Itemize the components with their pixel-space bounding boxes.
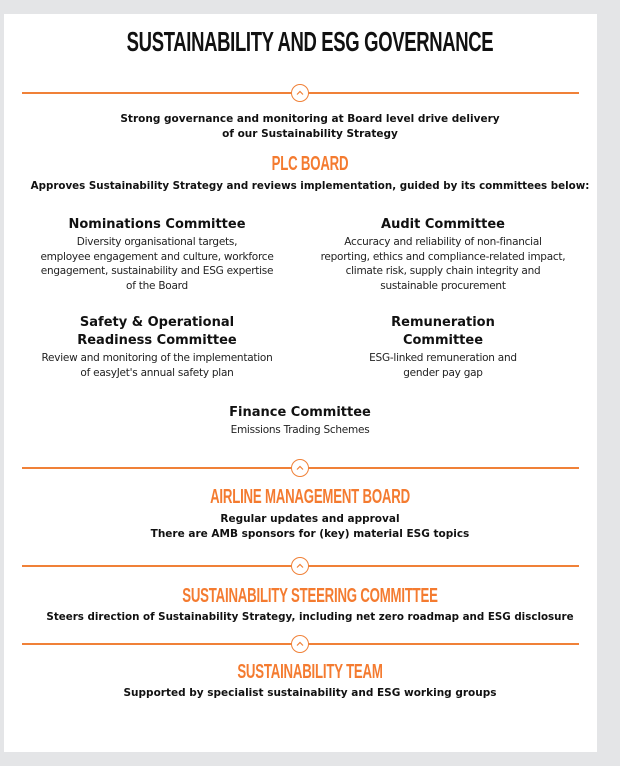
committee-name: Finance Committee — [229, 405, 371, 420]
amb-line-1: Regular updates and approval — [220, 513, 400, 525]
desc-line: Review and monitoring of the implementation — [41, 352, 273, 364]
desc-line: of the Board — [126, 279, 188, 292]
intro-text — [10, 112, 610, 142]
airline-management-board-description — [10, 512, 610, 542]
committee-name-line: Safety & Operational — [79, 315, 235, 330]
sustainability-team-heading: SUSTAINABILITY TEAM — [237, 661, 383, 683]
committee-safety-operational-readiness — [20, 314, 294, 380]
steering-committee-description: Steers direction of Sustainability Strategy, including net zero roadmap and ESG disclosure — [46, 611, 574, 623]
plc-board-heading: PLC BOARD — [271, 153, 349, 175]
chevron-up-icon — [291, 635, 309, 653]
chevron-up-icon — [291, 459, 309, 477]
committee-name: Nominations Committee — [68, 217, 246, 232]
desc-line: engagement, sustainability and ESG expertise — [40, 265, 274, 277]
intro-line-2: of our Sustainability Strategy — [222, 128, 398, 140]
desc-line: Emissions Trading Schemes — [230, 424, 370, 436]
committee-description — [150, 423, 450, 438]
committee-name-line: Remuneration — [391, 315, 495, 330]
committee-finance — [150, 404, 450, 438]
committee-description — [20, 351, 294, 380]
committee-remuneration — [300, 314, 586, 380]
desc-line: of easyJet's annual safety plan — [80, 366, 234, 379]
intro-line-1: Strong governance and monitoring at Board level drive delivery — [120, 113, 500, 125]
committee-description — [300, 351, 586, 380]
steering-committee-heading: SUSTAINABILITY STEERING COMMITTEE — [182, 585, 438, 607]
committee-description — [300, 235, 586, 293]
desc-line: Accuracy and reliability of non-financial — [344, 236, 542, 248]
committee-name-line: Readiness Committee — [77, 333, 237, 348]
desc-line: sustainable procurement — [380, 279, 506, 292]
sustainability-team-description: Supported by specialist sustainability and ESG working groups — [123, 687, 497, 699]
desc-line: Diversity organisational targets, — [76, 236, 238, 248]
desc-line: reporting, ethics and compliance-related impact, — [320, 250, 566, 263]
page-title: SUSTAINABILITY AND ESG GOVERNANCE — [126, 26, 494, 57]
desc-line: climate risk, supply chain integrity and — [345, 265, 541, 277]
committee-name: Audit Committee — [381, 217, 505, 232]
amb-line-2: There are AMB sponsors for (key) material ESG topics — [150, 528, 470, 540]
committee-name — [20, 314, 294, 350]
desc-line: employee engagement and culture, workforce — [40, 250, 274, 263]
committee-nominations — [20, 216, 294, 293]
desc-line: gender pay gap — [403, 366, 483, 379]
committee-name-line: Committee — [402, 333, 484, 348]
desc-line: ESG-linked remuneration and — [369, 352, 517, 364]
chevron-up-icon — [291, 84, 309, 102]
committee-name — [300, 314, 586, 350]
plc-board-description: Approves Sustainability Strategy and reviews implementation, guided by its committees below: — [30, 180, 590, 192]
committee-audit — [300, 216, 586, 293]
committee-description — [20, 235, 294, 293]
airline-management-board-heading: AIRLINE MANAGEMENT BOARD — [210, 486, 410, 508]
chevron-up-icon — [291, 557, 309, 575]
